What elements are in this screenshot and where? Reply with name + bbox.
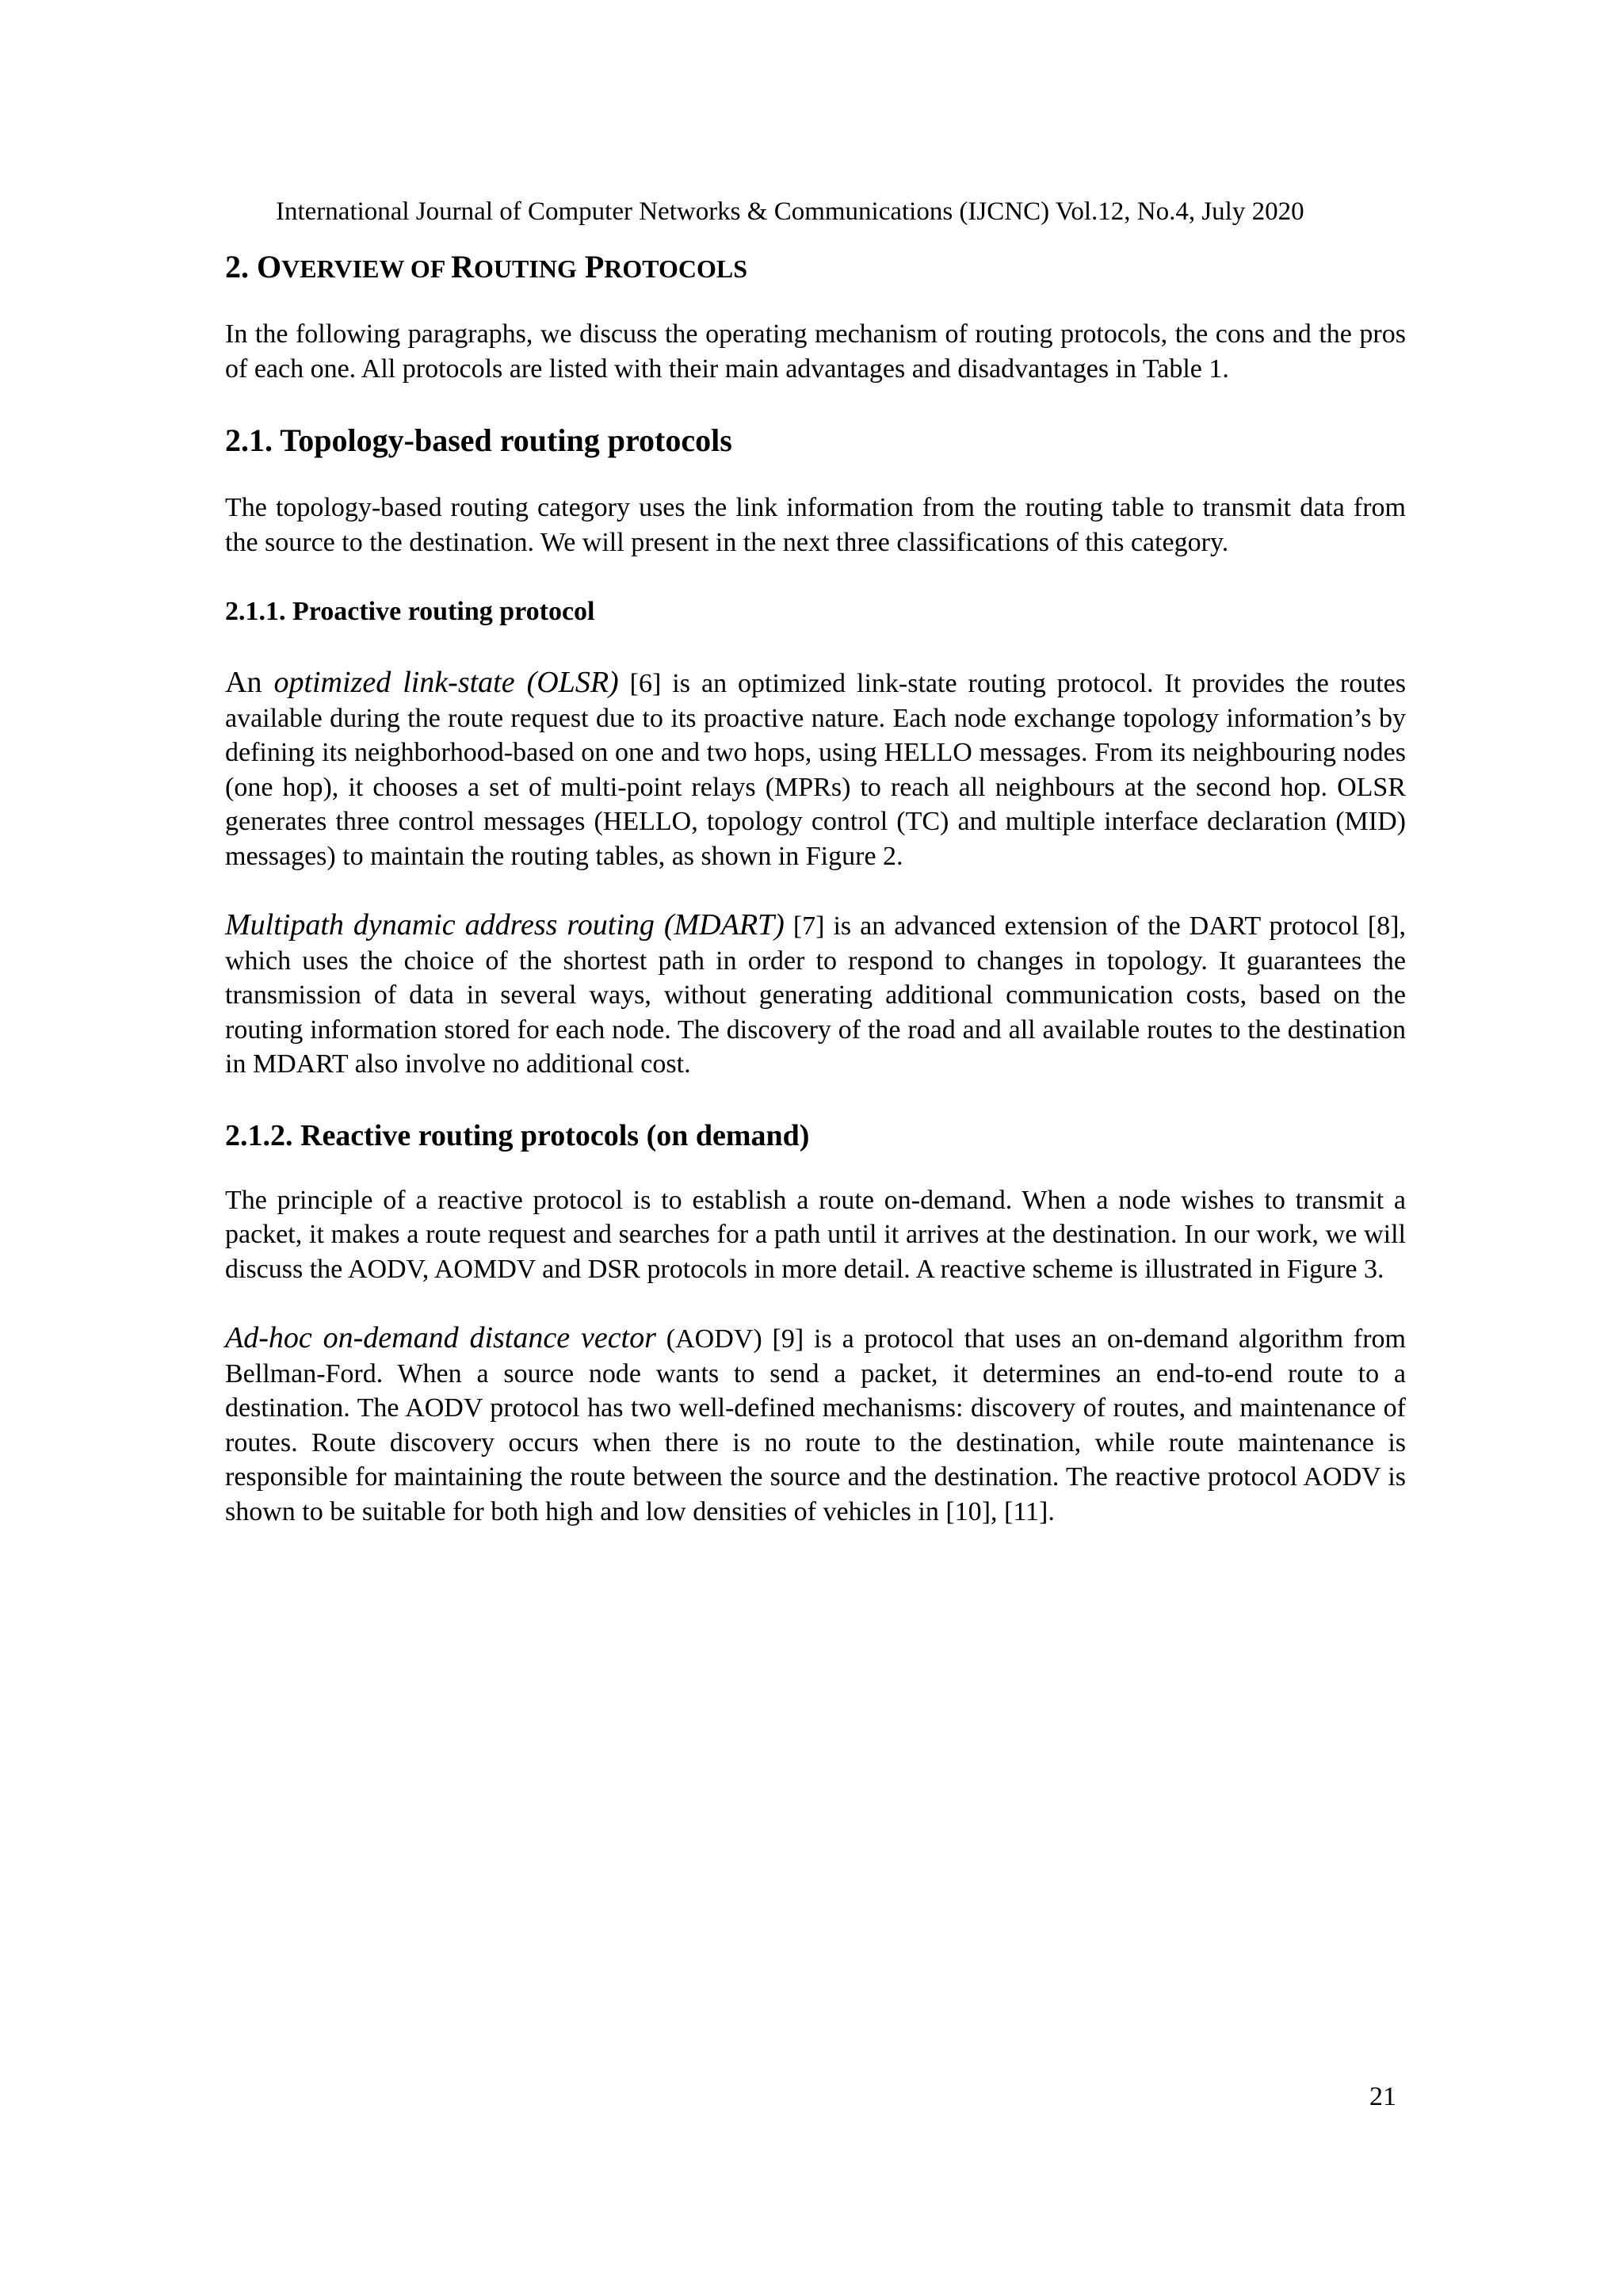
intro-paragraph: In the following paragraphs, we discuss the operating mechanism of routing protocols, the cons and the pros of each one. All protocols are listed with their main advantages and disadvantages in Table 1.	[225, 319, 1406, 384]
aodv-term: Ad-hoc on-demand distance vector	[225, 1321, 656, 1354]
page-body	[225, 247, 1406, 1529]
aodv-paragraph: Ad-hoc on-demand distance vector (AODV) [9] is a protocol that uses an on-demand algorithm from Bellman-Ford. When a source node wants to send a packet, it determines an end-to-end route to a destination. The AODV protocol has two well-defined mechanisms: discovery of routes, and maintenance of routes. Route discovery occurs when there is no route to the destination, while route maintenance is responsible for maintaining the route between the source and the destination. The reactive protocol AODV is shown to be suitable for both high and low densities of vehicles in [10], [11].	[225, 1321, 1406, 1526]
subsubsection-heading-reactive: 2.1.2. Reactive routing protocols (on demand)	[225, 1118, 810, 1152]
olsr-paragraph: An optimized link-state (OLSR) [6] is an optimized link-state routing protocol. It provides the routes available during the route request due to its proactive nature. Each node exchange topology information’s by defining its neighborhood-based on one and two hops, using HELLO messages. From its neighbouring nodes (one hop), it chooses a set of multi-point relays (MPRs) to reach all neighbours at the second hop. OLSR generates three control messages (HELLO, topology control (TC) and multiple interface declaration (MID) messages) to maintain the routing tables, as shown in Figure 2.	[225, 666, 1406, 871]
reactive-paragraph: The principle of a reactive protocol is to establish a route on-demand. When a node wishes to transmit a packet, it makes a route request and searches for a path until it arrives at the destination. In our work, we will discuss the AODV, AOMDV and DSR protocols in more detail. A reactive scheme is illustrated in Figure 3.	[225, 1185, 1406, 1284]
mdart-term: Multipath dynamic address routing (MDART)	[225, 908, 785, 942]
olsr-term: optimized link-state (OLSR)	[273, 666, 619, 699]
running-header: International Journal of Computer Networks & Communications (IJCNC) Vol.12, No.4, July 2020	[276, 197, 1304, 226]
mdart-paragraph: Multipath dynamic address routing (MDART) [7] is an advanced extension of the DART protocol [8], which uses the choice of the shortest path in order to respond to changes in topology. It guarantees the transmission of data in several ways, without generating additional communication costs, based on the routing information stored for each node. The discovery of the road and all available routes to the destination in MDART also involve no additional cost.	[225, 908, 1406, 1079]
subsubsection-heading-proactive: 2.1.1. Proactive routing protocol	[225, 597, 595, 626]
page-number: 21	[1369, 2082, 1396, 2111]
subsection-heading-topology: 2.1. Topology-based routing protocols	[225, 422, 732, 458]
topology-paragraph: The topology-based routing category uses the link information from the routing table to transmit data from the source to the destination. We will present in the next three classifications of this category.	[225, 493, 1406, 557]
section-title: 2. OVERVIEW OF ROUTING PROTOCOLS	[225, 249, 748, 285]
